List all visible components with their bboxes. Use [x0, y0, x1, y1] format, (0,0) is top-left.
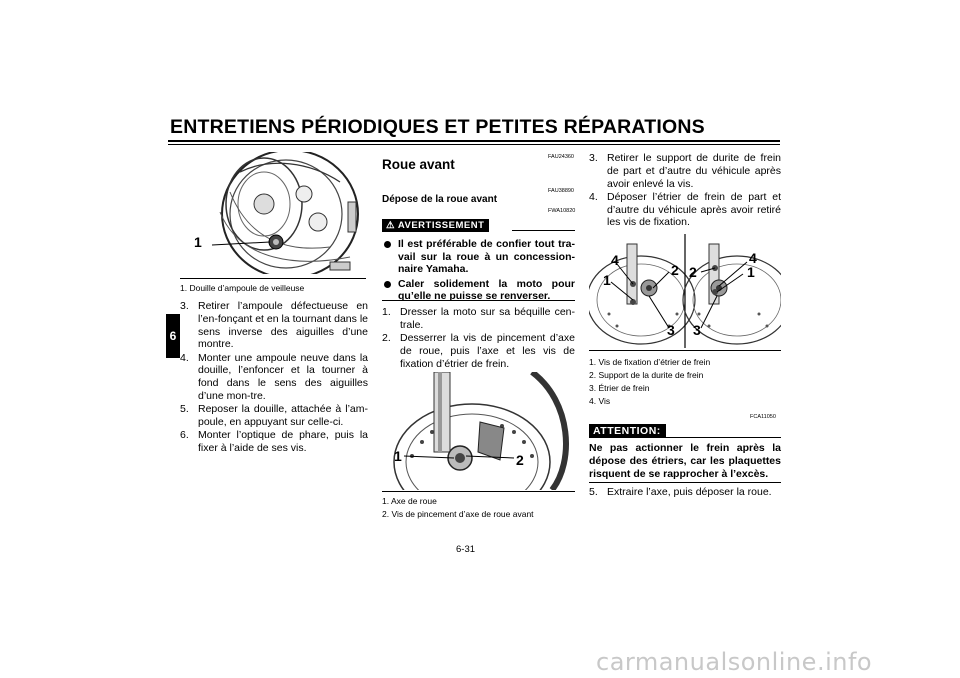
code-label: FWA10820 — [548, 208, 576, 214]
figure-caption: 2. Support de la durite de frein — [589, 370, 704, 380]
figure-callout-4: 4 — [611, 252, 619, 268]
figure-caption: 1. Axe de roue — [382, 496, 437, 506]
list-item: 2. Desserrer la vis de pincement d’axe de roue, puis l’axe et les vis de fixation d’étrier de frein. — [382, 332, 575, 370]
figure-caption: 1. Douille d’ampoule de veilleuse — [180, 283, 305, 293]
list-item: 4. Déposer l’étrier de frein de part et d’autre du véhicule après avoir retiré les vis de fixation. — [589, 190, 781, 229]
figure-callout-2: 2 — [671, 262, 679, 278]
list-item: 1. Dresser la moto sur sa béquille cen-trale. — [382, 306, 575, 331]
warning-icon: ⚠ — [386, 220, 396, 231]
warning-label-box: ⚠ AVERTISSEMENT — [382, 219, 489, 232]
figure-callout-1: 1 — [394, 448, 402, 464]
figure-callout-3: 3 — [667, 322, 675, 338]
caliper-figure — [589, 234, 781, 348]
figure-caption: 4. Vis — [589, 396, 611, 406]
caption-rule — [180, 278, 366, 279]
figure-callout-1: 1 — [603, 272, 611, 288]
figure-caption: 3. Étrier de frein — [589, 383, 650, 393]
warning-end-rule — [382, 300, 575, 301]
figure-caption: 1. Vis de fixation d’étrier de frein — [589, 357, 711, 367]
front-wheel-figure — [382, 372, 575, 490]
header-rule-thin — [168, 144, 780, 145]
figure-callout-3: 3 — [693, 322, 701, 338]
header-rule — [168, 140, 780, 142]
col1-steps — [180, 300, 368, 456]
attention-text: Ne pas actionner le frein après la dépose des étriers, car les plaquettes risquent de se rapprocher à l’excès. — [589, 442, 781, 480]
figure-callout-4: 4 — [749, 250, 757, 266]
figure-callout-1: 1 — [747, 264, 755, 280]
list-item: 3. Retirer le support de durite de frein de part et d’autre du véhicule après avoir enlevé la vis. — [589, 152, 781, 190]
figure-callout-2: 2 — [689, 264, 697, 280]
code-label: FAU38890 — [548, 188, 574, 194]
attention-end-rule — [589, 482, 781, 483]
chapter-tab: 6 — [166, 314, 180, 358]
headlight-figure — [180, 152, 366, 274]
figure-callout-2: 2 — [516, 452, 524, 468]
attention-label-box: ATTENTION: — [589, 424, 666, 438]
caption-rule — [589, 350, 781, 351]
list-item: Caler solidement la moto pour qu’elle ne puisse se renverser. — [382, 278, 575, 303]
page-number: 6-31 — [456, 544, 476, 555]
section-heading: Roue avant — [382, 157, 455, 172]
list-item: 6. Monter l’optique de phare, puis la fixer à l’aide de ses vis. — [180, 429, 368, 455]
list-item: 4. Monter une ampoule neuve dans la douille, l’enfoncer et la tourner à fond dans le sens des aiguilles d’une mon-tre. — [180, 351, 368, 403]
col3-steps — [589, 152, 781, 230]
code-label: FCA11050 — [750, 414, 776, 420]
warning-list — [382, 238, 575, 305]
subsection-heading: Dépose de la roue avant — [382, 194, 498, 205]
list-item: 3. Retirer l’ampoule défectueuse en l’en-fonçant et en la tournant dans le sens inverse des aiguilles d’une montre. — [180, 300, 368, 351]
caption-rule — [382, 491, 575, 492]
figure-callout-1: 1 — [194, 234, 202, 250]
list-item: Il est préférable de confier tout tra-vail sur la roue à un concession-naire Yamaha. — [382, 238, 575, 276]
warning-rule — [512, 230, 575, 231]
list-item: 5. Extraire l’axe, puis déposer la roue. — [589, 486, 772, 498]
watermark: carmanualsonline.info — [596, 648, 873, 676]
bullet-icon — [384, 241, 391, 248]
col2-steps — [382, 306, 575, 371]
bullet-icon — [384, 281, 391, 288]
list-item: 5. Reposer la douille, attachée à l’am-poule, en appuyant sur celle-ci. — [180, 403, 368, 429]
attention-rule — [664, 437, 781, 438]
code-label: FAU24360 — [548, 154, 574, 160]
page-title: ENTRETIENS PÉRIODIQUES ET PETITES RÉPARATIONS — [170, 116, 705, 138]
figure-caption: 2. Vis de pincement d’axe de roue avant — [382, 509, 534, 519]
col3-step5 — [589, 486, 781, 499]
attention-header — [589, 421, 666, 439]
